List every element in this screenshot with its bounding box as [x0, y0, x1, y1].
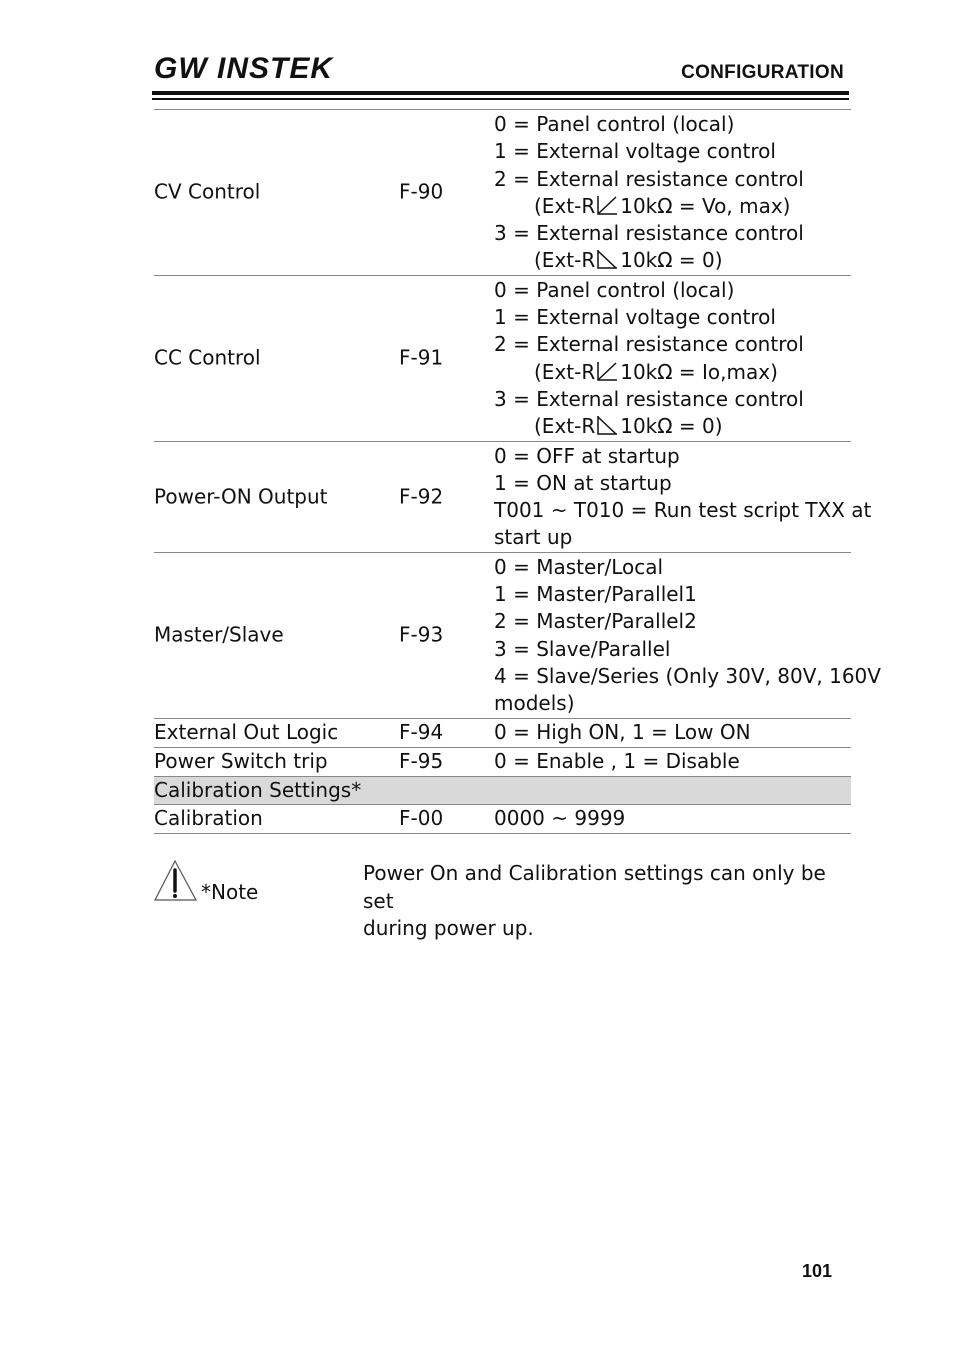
setting-label: External Out Logic — [154, 720, 339, 745]
option-line: 1 = External voltage control — [494, 139, 776, 164]
table-row-external-out-logic — [154, 718, 851, 747]
option-line: 3 = Slave/Parallel — [494, 636, 671, 661]
setting-code: F-92 — [399, 484, 444, 509]
setting-code: F-00 — [399, 806, 444, 831]
ramp-up-icon — [596, 361, 618, 381]
setting-label: CV Control — [154, 179, 261, 204]
table-section-calibration-settings — [154, 776, 851, 804]
setting-label: CC Control — [154, 345, 261, 370]
table-row-power-on-output — [154, 441, 872, 552]
table-row-cv-control — [154, 109, 851, 275]
option-line: 1 = ON at startup — [494, 470, 672, 495]
option-line: 0 = Master/Local — [494, 554, 664, 579]
warning-icon — [154, 860, 198, 902]
setting-description — [494, 276, 851, 441]
brand-logo: GW INSTEK — [154, 52, 333, 85]
option-line: 1 = External voltage control — [494, 305, 776, 330]
table-row-power-switch-trip — [154, 747, 851, 776]
ramp-up-icon — [596, 195, 618, 215]
setting-description — [494, 110, 851, 275]
setting-label: Calibration — [154, 806, 263, 831]
option-line: 2 = External resistance control — [494, 332, 804, 357]
table-row-cc-control — [154, 275, 851, 441]
option-line: 2 = Master/Parallel2 — [494, 609, 697, 634]
note-line: during power up. — [363, 916, 534, 940]
ramp-down-icon — [596, 249, 618, 269]
option-line: 4 = Slave/Series (Only 30V, 80V, 160V — [494, 663, 881, 688]
option-line — [494, 413, 851, 440]
option-line — [494, 359, 851, 386]
option-line: T001 ~ T010 = Run test script TXX at — [494, 498, 872, 523]
setting-description — [494, 442, 872, 552]
option-line: models) — [494, 691, 575, 716]
setting-description — [494, 553, 881, 718]
setting-code: F-93 — [399, 622, 444, 647]
header-rule-thick — [152, 91, 849, 95]
option-text: 10kΩ = Io,max) — [620, 359, 778, 384]
option-text: (Ext-R — [534, 193, 596, 218]
setting-description: 0 = Enable , 1 = Disable — [494, 749, 740, 774]
setting-code: F-90 — [399, 179, 444, 204]
page-number: 101 — [801, 1261, 832, 1281]
option-line: start up — [494, 525, 573, 550]
option-text: (Ext-R — [534, 359, 596, 384]
setting-label: Master/Slave — [154, 622, 284, 647]
option-text: 10kΩ = 0) — [620, 248, 723, 273]
option-line — [494, 247, 851, 274]
setting-description: 0 = High ON, 1 = Low ON — [494, 720, 751, 745]
setting-code: F-91 — [399, 345, 444, 370]
note-line: Power On and Calibration settings can only be set — [363, 861, 826, 913]
option-text: 10kΩ = Vo, max) — [620, 193, 791, 218]
option-line: 1 = Master/Parallel1 — [494, 582, 697, 607]
option-line: 3 = External resistance control — [494, 386, 804, 411]
configuration-table — [154, 109, 881, 834]
option-text: (Ext-R — [534, 248, 596, 273]
option-line: 0 = Panel control (local) — [494, 112, 735, 136]
table-row-master-slave — [154, 552, 881, 718]
option-text: 10kΩ = 0) — [620, 414, 723, 439]
note-label: *Note — [201, 880, 259, 904]
option-line: 0 = OFF at startup — [494, 443, 680, 468]
option-text: (Ext-R — [534, 414, 596, 439]
note-text — [363, 860, 843, 943]
table-row-calibration — [154, 804, 851, 834]
option-line — [494, 193, 851, 220]
setting-label: Power-ON Output — [154, 484, 328, 509]
setting-code: F-94 — [399, 720, 444, 745]
ramp-down-icon — [596, 415, 618, 435]
option-line: 0 = Panel control (local) — [494, 277, 735, 302]
setting-description: 0000 ~ 9999 — [494, 806, 626, 831]
header-rule-thin — [152, 98, 849, 100]
option-line: 2 = External resistance control — [494, 166, 804, 191]
option-line: 3 = External resistance control — [494, 221, 804, 246]
setting-label: Power Switch trip — [154, 749, 328, 774]
setting-code: F-95 — [399, 749, 444, 774]
section-label: Calibration Settings* — [154, 777, 362, 802]
section-title: CONFIGURATION — [681, 62, 844, 83]
